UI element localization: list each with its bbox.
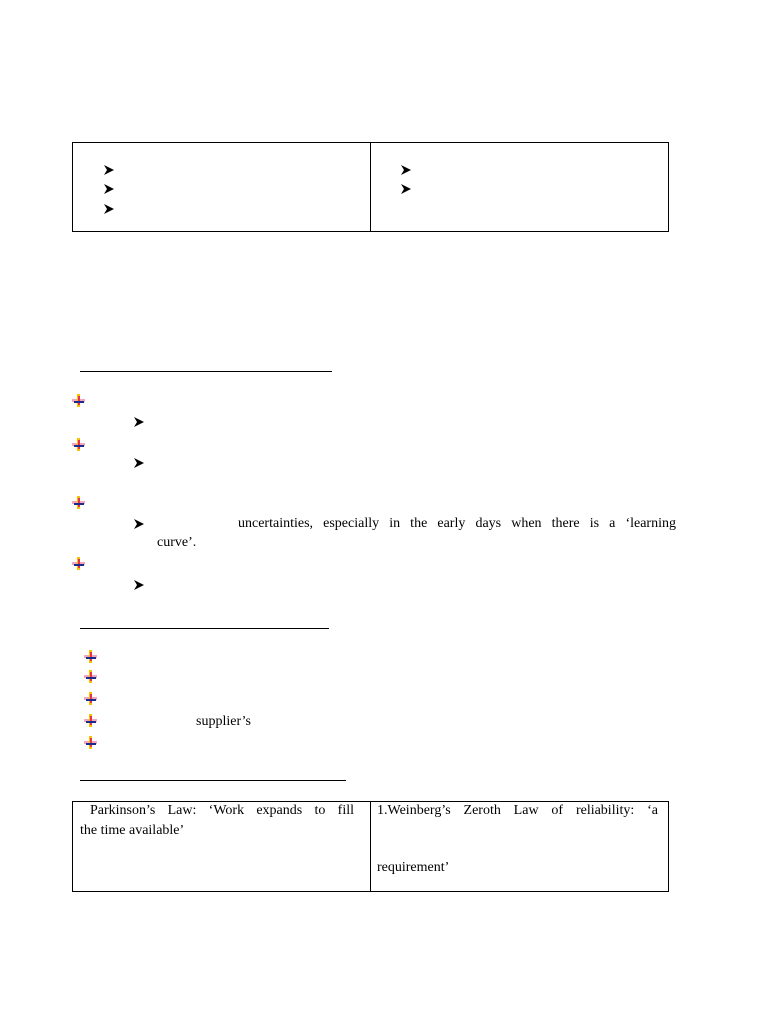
- body-text-line: uncertainties, especially in the early days when there is a ‘learning: [238, 516, 676, 531]
- arrow-bullet-icon: [133, 416, 145, 428]
- plus-bullet-icon: [72, 496, 85, 509]
- table-cell-text: Parkinson’s Law: ‘Work expands to fill: [90, 803, 354, 818]
- body-text-line: curve’.: [157, 535, 197, 550]
- plus-bullet-icon: [84, 670, 97, 683]
- section-heading-underline: [80, 780, 346, 781]
- arrow-bullet-icon: [133, 457, 145, 469]
- column-divider: [370, 143, 371, 231]
- plus-bullet-icon: [84, 714, 97, 727]
- arrow-bullet-icon: [133, 518, 145, 530]
- table-cell-text: the time available’: [80, 823, 185, 838]
- column-divider: [370, 802, 371, 891]
- arrow-bullet-icon: [103, 164, 115, 176]
- table-cell-text: requirement’: [377, 860, 450, 875]
- plus-bullet-icon: [72, 557, 85, 570]
- plus-bullet-icon: [72, 394, 85, 407]
- plus-bullet-icon: [84, 692, 97, 705]
- section-heading-underline: [80, 371, 332, 372]
- top-two-column-box: [72, 142, 669, 232]
- body-text-line: supplier’s: [196, 714, 251, 729]
- arrow-bullet-icon: [133, 579, 145, 591]
- section-heading-underline: [80, 628, 329, 629]
- arrow-bullet-icon: [103, 183, 115, 195]
- table-cell-text: 1.Weinberg’s Zeroth Law of reliability: ‘a: [377, 803, 658, 818]
- plus-bullet-icon: [84, 736, 97, 749]
- arrow-bullet-icon: [400, 183, 412, 195]
- plus-bullet-icon: [84, 650, 97, 663]
- arrow-bullet-icon: [400, 164, 412, 176]
- arrow-bullet-icon: [103, 203, 115, 215]
- plus-bullet-icon: [72, 438, 85, 451]
